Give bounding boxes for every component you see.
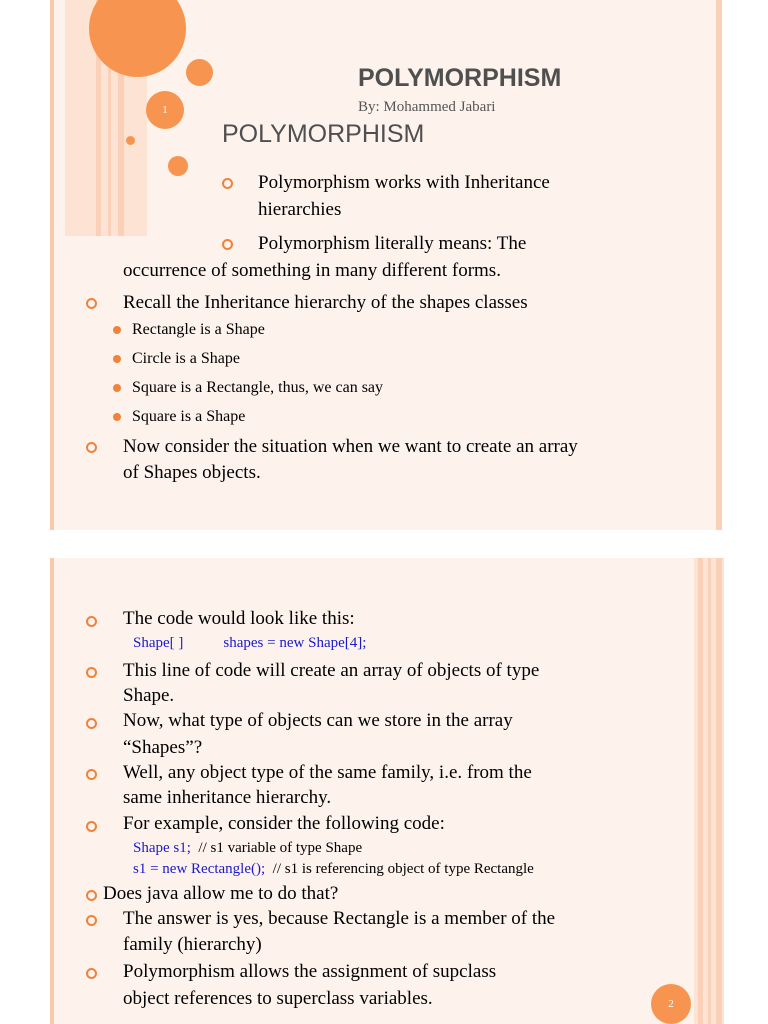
decorative-strip [716, 558, 722, 1024]
bullet-text: Now consider the situation when we want to create an array [123, 436, 578, 457]
code-comment: // s1 is referencing object of type Rectangle [265, 861, 534, 877]
code-line [133, 861, 534, 878]
code-token: Shape[ ] [133, 635, 184, 651]
slide-author: By: Mohammed Jabari [358, 99, 496, 115]
decorative-circle [186, 59, 213, 86]
code-token: shapes = new Shape[4]; [223, 635, 367, 651]
code-token: s1 = new Rectangle(); [133, 861, 266, 877]
decorative-strip [708, 558, 711, 1024]
code-comment: // s1 variable of type Shape [190, 840, 363, 856]
bullet-dot-icon [113, 326, 121, 334]
bullet-text: The answer is yes, because Rectangle is a member of the [123, 908, 556, 929]
bullet-ring-icon [86, 915, 97, 926]
bullet-text: Now, what type of objects can we store in the array [123, 710, 513, 731]
sub-bullet-text: Rectangle is a Shape [132, 321, 265, 338]
bullet-text: of Shapes objects. [123, 462, 261, 483]
bullet-text: Recall the Inheritance hierarchy of the shapes classes [123, 292, 528, 313]
bullet-ring-icon [86, 616, 97, 627]
code-line [133, 635, 366, 652]
bullet-text: For example, consider the following code: [123, 813, 445, 834]
sub-bullet-text: Square is a Rectangle, thus, we can say [132, 379, 384, 396]
section-heading: POLYMORPHISM [222, 120, 425, 148]
decorative-strip [50, 558, 54, 1024]
bullet-text: Polymorphism literally means: The [258, 233, 527, 254]
bullet-dot-icon [113, 384, 121, 392]
slide-number: 2 [668, 998, 674, 1010]
bullet-text: The code would look like this: [123, 608, 355, 629]
bullet-text: Polymorphism works with Inheritance [258, 172, 550, 193]
bullet-text: Does java allow me to do that? [103, 883, 339, 904]
slide-number-badge [651, 984, 691, 1024]
bullet-text: occurrence of something in many different forms. [123, 260, 501, 281]
bullet-ring-icon [86, 298, 97, 309]
bullet-ring-icon [86, 890, 97, 901]
slide-title: POLYMORPHISM [358, 64, 562, 92]
bullet-dot-icon [113, 413, 121, 421]
decorative-strip [716, 0, 722, 530]
bullet-ring-icon [222, 239, 233, 250]
code-line [133, 840, 362, 857]
bullet-text: “Shapes”? [123, 737, 203, 758]
decorative-strip [50, 0, 54, 530]
bullet-text: object references to superclass variables. [123, 988, 433, 1009]
slide-number-badge [146, 91, 184, 129]
bullet-ring-icon [86, 968, 97, 979]
slide-number: 1 [162, 104, 168, 116]
bullet-text: family (hierarchy) [123, 934, 262, 955]
decorative-circle-small [126, 136, 135, 145]
bullet-ring-icon [86, 821, 97, 832]
slide-2 [0, 558, 768, 1024]
bullet-text: Shape. [123, 685, 175, 706]
bullet-text: same inheritance hierarchy. [123, 787, 332, 808]
bullet-ring-icon [86, 442, 97, 453]
bullet-ring-icon [86, 769, 97, 780]
bullet-text: This line of code will create an array of objects of type [123, 660, 540, 681]
bullet-text: Polymorphism allows the assignment of supclass [123, 961, 497, 982]
bullet-text: hierarchies [258, 199, 342, 220]
sub-bullet-text: Square is a Shape [132, 408, 246, 425]
decorative-circle [168, 156, 188, 176]
decorative-strip [698, 558, 703, 1024]
code-token: Shape s1; [133, 840, 191, 856]
bullet-text: Well, any object type of the same family, i.e. from the [123, 762, 532, 783]
bullet-ring-icon [86, 667, 97, 678]
bullet-ring-icon [86, 718, 97, 729]
bullet-dot-icon [113, 355, 121, 363]
sub-bullet-text: Circle is a Shape [132, 350, 240, 367]
bullet-ring-icon [222, 178, 233, 189]
